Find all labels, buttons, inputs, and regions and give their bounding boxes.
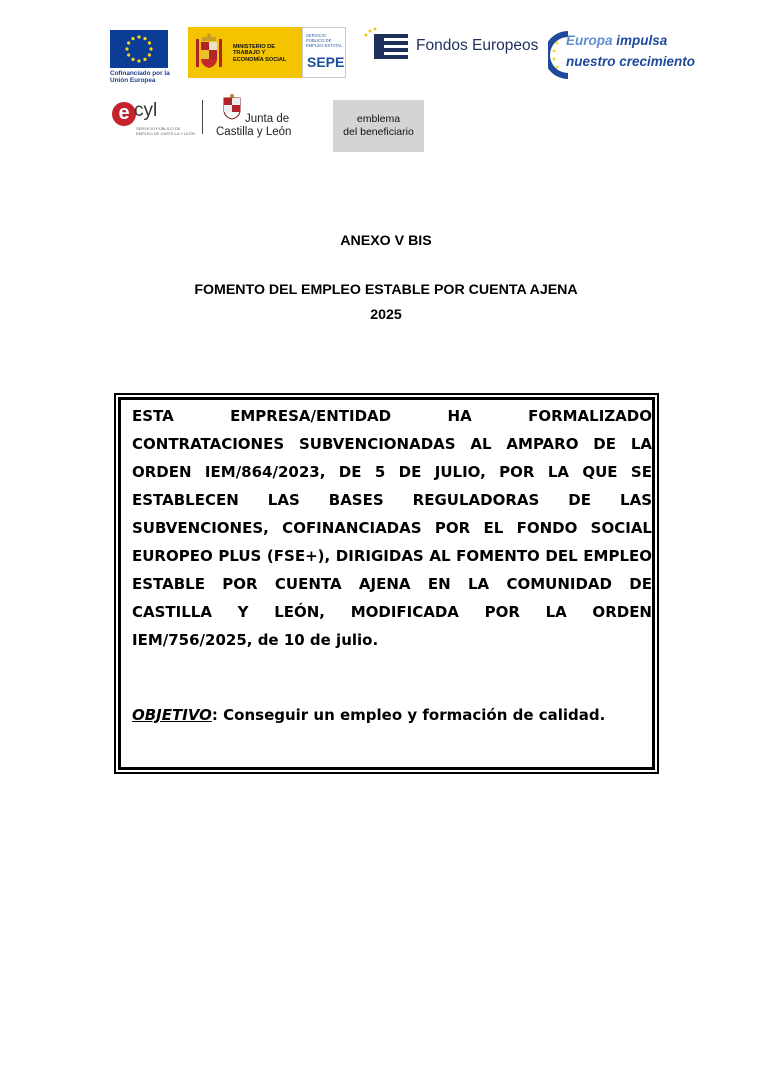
junta-text xyxy=(216,113,291,138)
europa-impulsa-logo xyxy=(548,27,696,83)
notice-text: ESTA EMPRESA/ENTIDAD HA FORMALIZADO CONTRATACIONES SUBVENCIONADAS AL AMPARO DE LA ORDEN IEM/864/2023, DE 5 DE JULIO, POR LA QUE SE ESTABLECEN LAS BASES REGULADORAS DE LAS SUBVENCIONES, COFINANCIADAS POR EL FONDO SOCIAL EUROPEO PLUS (FSE+), DIRIGIDAS AL FOMENTO DEL EMPLEO ESTABLE POR CUENTA AJENA EN LA COMUNIDAD DE CASTILLA Y LEÓN, MODIFICADA POR LA ORDEN IEM/756/2025, de 10 de julio. xyxy=(132,407,652,649)
eu-cofinanced-logo xyxy=(110,30,176,88)
impulsa-word: impulsa xyxy=(616,33,668,48)
nuestro-crecimiento-text: nuestro crecimiento xyxy=(566,54,696,69)
eu-flag-icon xyxy=(110,30,168,68)
ecyl-subtitle: SERVICIO PÚBLICO DE EMPLEO DE CASTILLA Y LEÓN xyxy=(136,126,195,136)
sepe-logo xyxy=(302,27,346,78)
notice-box xyxy=(114,393,659,774)
annex-title: ANEXO V BIS xyxy=(340,233,432,249)
emblema-line1: emblema xyxy=(356,113,401,125)
beneficiary-emblem-placeholder xyxy=(333,100,424,152)
program-title: FOMENTO DEL EMPLEO ESTABLE POR CUENTA AJENA xyxy=(194,282,578,298)
logo-divider xyxy=(202,100,203,134)
ministry-banner xyxy=(188,27,302,78)
ecyl-e-icon: e xyxy=(112,102,136,126)
ministry-sepe-logo xyxy=(188,27,346,78)
eu-caption: Cofinanciado por la Unión Europea xyxy=(110,70,170,84)
sepe-name: SEPE xyxy=(307,54,345,70)
fondos-europeos-logo xyxy=(362,27,542,67)
spain-coat-of-arms-icon xyxy=(196,33,222,72)
europa-impulsa-text xyxy=(566,30,695,72)
sepe-subtitle: SERVICIO PÚBLICO DE EMPLEO ESTATAL xyxy=(306,33,343,48)
program-year: 2025 xyxy=(370,307,402,323)
junta-line2: Castilla y León xyxy=(216,125,292,138)
ecyl-logo xyxy=(112,100,195,138)
europa-word: Europa xyxy=(566,33,613,48)
notice-inner-border xyxy=(118,397,655,770)
ecyl-name: cyl xyxy=(134,100,158,121)
objective-line xyxy=(132,701,652,729)
objective-label: OBJETIVO xyxy=(132,706,212,724)
junta-line1: Junta de xyxy=(245,113,290,125)
fondos-europeos-text: Fondos Europeos xyxy=(416,37,539,54)
ministry-name: MINISTERIO DE TRABAJO Y ECONOMÍA SOCIAL xyxy=(233,44,287,63)
junta-castilla-leon-logo xyxy=(200,94,300,140)
emblema-line2: del beneficiario xyxy=(343,126,414,138)
fondos-europeos-flag-icon xyxy=(362,27,410,63)
objective-text: : Conseguir un empleo y formación de calidad. xyxy=(211,706,606,724)
